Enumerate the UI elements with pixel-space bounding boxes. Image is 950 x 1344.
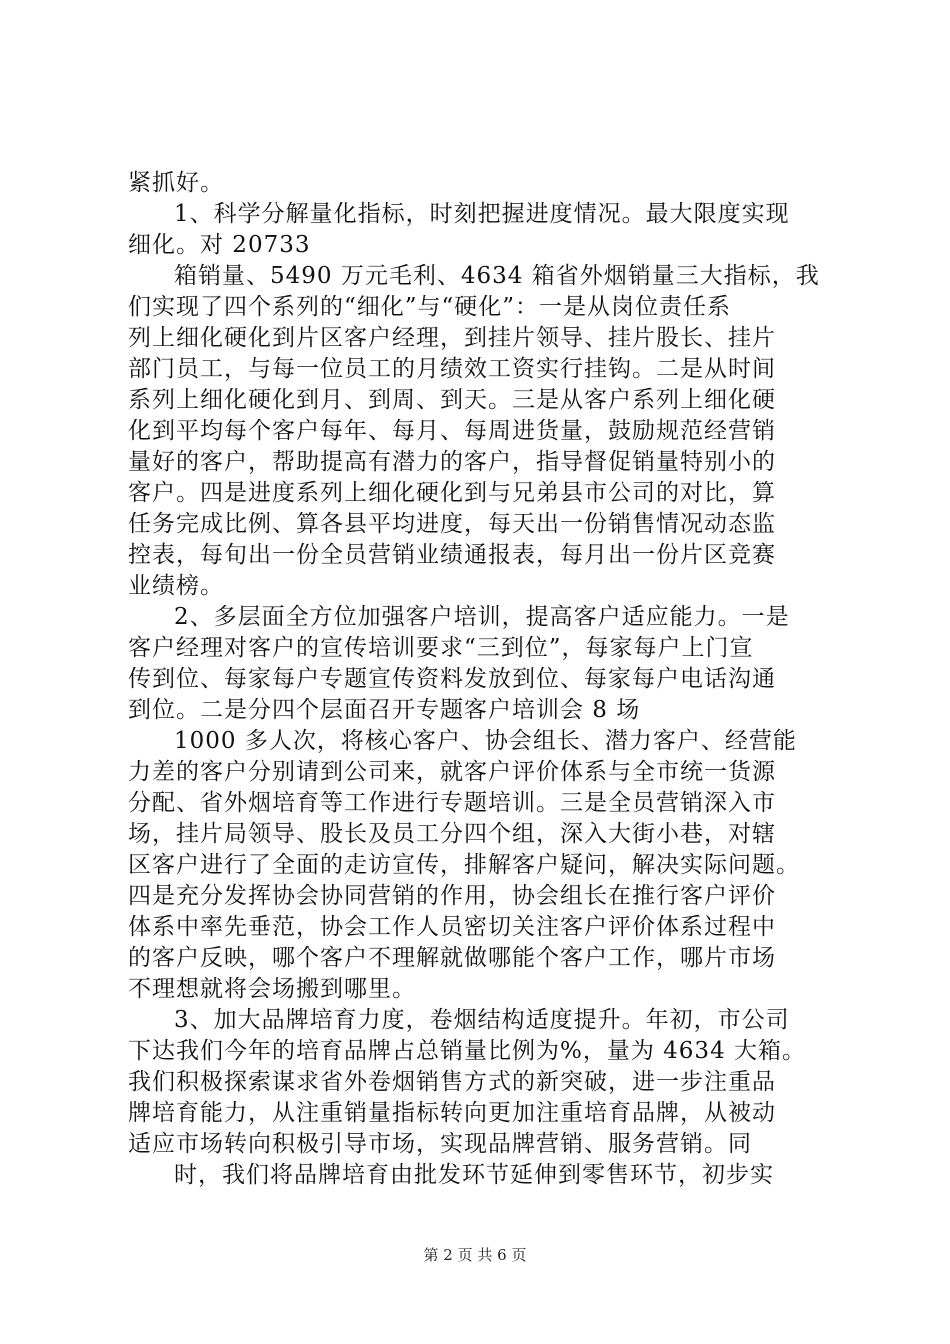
- text-line: 体系中率先垂范，协会工作人员密切关注客户评价体系过程中: [128, 914, 776, 940]
- text-line: 化到平均每个客户每年、每月、每周进货量，鼓励规范经营销: [128, 418, 776, 444]
- text-line: 1000 多人次，将核心客户、协会组长、潜力客户、经营能: [174, 728, 797, 754]
- text-line: 场，挂片局领导、股长及员工分四个组，深入大街小巷，对辖: [128, 821, 776, 847]
- text-line: 区客户进行了全面的走访宣传，排解客户疑问，解决实际问题。: [128, 852, 800, 878]
- text-line: 客户。四是进度系列上细化硬化到与兄弟县市公司的对比，算: [128, 480, 776, 506]
- text-line: 量好的客户，帮助提高有潜力的客户，指导督促销量特别小的: [128, 449, 776, 475]
- text-line: 客户经理对客户的宣传培训要求“三到位”，每家每户上门宣: [128, 635, 754, 661]
- text-line: 四是充分发挥协会协同营销的作用，协会组长在推行客户评价: [128, 883, 776, 909]
- text-line: 的客户反映，哪个客户不理解就做哪能个客户工作，哪片市场: [128, 945, 776, 971]
- text-line: 3、加大品牌培育力度，卷烟结构适度提升。年初，市公司: [174, 1007, 790, 1033]
- text-line: 下达我们今年的培育品牌占总销量比例为%，量为 4634 大箱。: [128, 1038, 807, 1064]
- text-line: 业绩榜。: [128, 573, 224, 599]
- text-line: 1、科学分解量化指标，时刻把握进度情况。最大限度实现: [174, 201, 790, 227]
- text-line: 控表，每旬出一份全员营销业绩通报表，每月出一份片区竞赛: [128, 542, 776, 568]
- text-line: 分配、省外烟培育等工作进行专题培训。三是全员营销深入市: [128, 790, 776, 816]
- text-line: 传到位、每家每户专题宣传资料发放到位、每家每户电话沟通: [128, 666, 776, 692]
- text-line: 箱销量、5490 万元毛利、4634 箱省外烟销量三大指标，我: [174, 263, 820, 289]
- text-line: 时，我们将品牌培育由批发环节延伸到零售环节，初步实: [174, 1162, 774, 1188]
- text-line: 适应市场转向积极引导市场，实现品牌营销、服务营销。同: [128, 1131, 752, 1157]
- page-footer: 第 2 页 共 6 页: [423, 1246, 527, 1264]
- text-line: 列上细化硬化到片区客户经理，到挂片领导、挂片股长、挂片: [128, 325, 776, 351]
- document-body: [128, 168, 828, 1191]
- text-line: 牌培育能力，从注重销量指标转向更加注重培育品牌，从被动: [128, 1100, 776, 1126]
- text-line: 系列上细化硬化到月、到周、到天。三是从客户系列上细化硬: [128, 387, 776, 413]
- text-line: 部门员工，与每一位员工的月绩效工资实行挂钩。二是从时间: [128, 356, 776, 382]
- text-line: 细化。对 20733: [128, 232, 311, 258]
- text-line: 2、多层面全方位加强客户培训，提高客户适应能力。一是: [174, 604, 790, 630]
- text-line: 我们积极探索谋求省外卷烟销售方式的新突破，进一步注重品: [128, 1069, 776, 1095]
- text-line: 不理想就将会场搬到哪里。: [128, 976, 416, 1002]
- text-line: 力差的客户分别请到公司来，就客户评价体系与全市统一货源: [128, 759, 776, 785]
- text-line: 到位。二是分四个层面召开专题客户培训会 8 场: [128, 697, 641, 723]
- text-line: 任务完成比例、算各县平均进度，每天出一份销售情况动态监: [128, 511, 776, 537]
- text-line: 们实现了四个系列的“细化”与“硬化”：一是从岗位责任系: [128, 294, 732, 320]
- text-line: 紧抓好。: [128, 170, 224, 196]
